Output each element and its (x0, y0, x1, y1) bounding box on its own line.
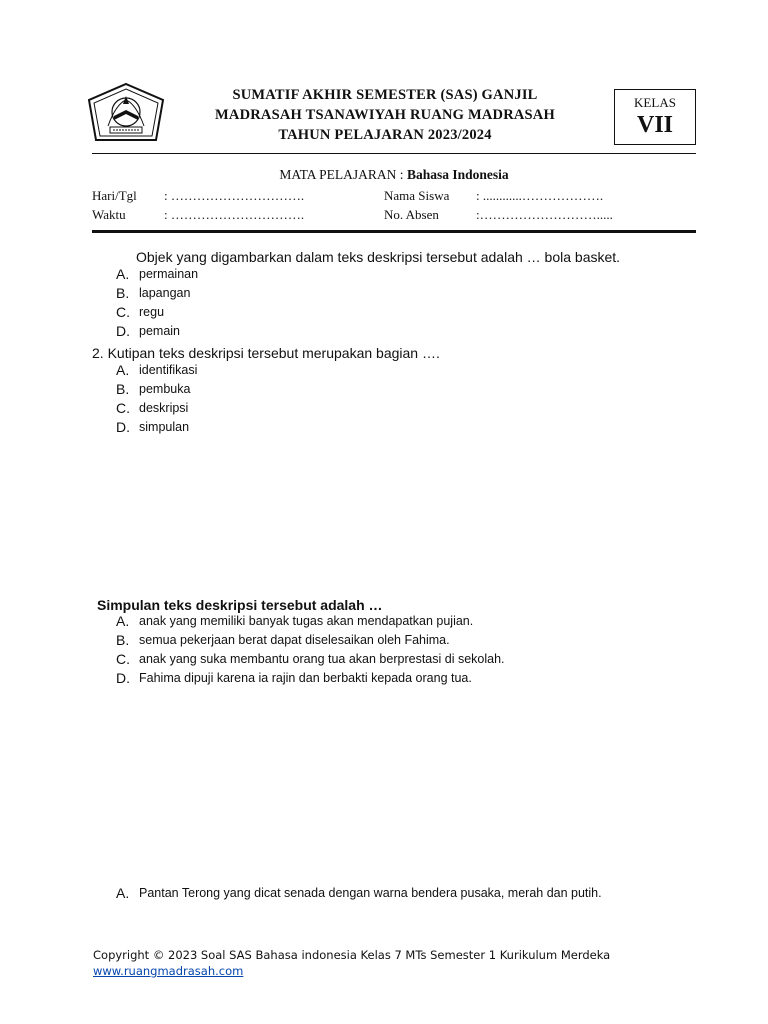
option-letter: B. (116, 285, 130, 301)
option-letter: D. (116, 670, 130, 686)
question-1-text: Objek yang digambarkan dalam teks deskripsi tersebut adalah … bola basket. (136, 249, 621, 265)
hari-label: Hari/Tgl (92, 188, 137, 203)
option-letter: D. (116, 419, 130, 435)
header-divider (92, 153, 696, 154)
option-text: permainan (139, 267, 199, 281)
hari-field[interactable]: : …………………………. (164, 188, 305, 203)
option-letter: B. (116, 632, 130, 648)
header-title-line1: SUMATIF AKHIR SEMESTER (SAS) GANJIL (232, 87, 538, 103)
subject-value: Bahasa Indonesia (406, 167, 509, 182)
option-text: anak yang suka membantu orang tua akan berprestasi di sekolah. (139, 652, 505, 666)
option-text: regu (139, 305, 165, 319)
option-letter: A. (116, 885, 130, 901)
waktu-label: Waktu (92, 207, 126, 222)
question-2-text: 2. Kutipan teks deskripsi tersebut merupakan bagian …. (92, 345, 440, 361)
option-text: pembuka (139, 382, 191, 396)
nama-siswa-field[interactable]: : ............………………. (476, 188, 604, 203)
option-letter: A. (116, 266, 130, 282)
nama-siswa-label: Nama Siswa (384, 188, 450, 203)
kelas-box (614, 89, 696, 145)
footer-copyright: Copyright © 2023 Soal SAS Bahasa indonesia Kelas 7 MTs Semester 1 Kurikulum Merdeka (93, 948, 611, 962)
subject-line (92, 167, 696, 183)
option-text: semua pekerjaan berat dapat diselesaikan oleh Fahima. (139, 633, 450, 647)
no-absen-field[interactable]: :………………………..... (476, 207, 613, 222)
option-letter: C. (116, 651, 130, 667)
no-absen-label: No. Absen (384, 207, 439, 222)
option-text: pemain (139, 324, 180, 338)
option-letter: A. (116, 613, 130, 629)
waktu-field[interactable]: : …………………………. (164, 207, 305, 222)
option-letter: A. (116, 362, 130, 378)
option-letter: B. (116, 381, 130, 397)
option-text: deskripsi (139, 401, 189, 415)
option-letter: C. (116, 304, 130, 320)
option-letter: D. (116, 323, 130, 339)
question-3-text: Simpulan teks deskripsi tersebut adalah … (97, 597, 383, 613)
kelas-value: VII (636, 112, 673, 138)
identity-divider (92, 230, 696, 233)
footer-website-link[interactable]: www.ruangmadrasah.com (93, 964, 244, 978)
option-text: anak yang memiliki banyak tugas akan mendapatkan pujian. (139, 614, 474, 628)
header-title-line3: TAHUN PELAJARAN 2023/2024 (278, 127, 492, 143)
option-text: Pantan Terong yang dicat senada dengan warna bendera pusaka, merah dan putih. (139, 886, 602, 900)
option-text: lapangan (139, 286, 191, 300)
option-text: Fahima dipuji karena ia rajin dan berbakti kepada orang tua. (139, 671, 472, 685)
madrasah-logo-icon (86, 82, 166, 148)
option-text: simpulan (139, 420, 190, 434)
subject-label: MATA PELAJARAN : (279, 167, 407, 182)
kelas-label: KELAS (634, 95, 676, 110)
option-letter: C. (116, 400, 130, 416)
header-title-line2: MADRASAH TSANAWIYAH RUANG MADRASAH (215, 107, 555, 123)
option-text: identifikasi (139, 363, 198, 377)
